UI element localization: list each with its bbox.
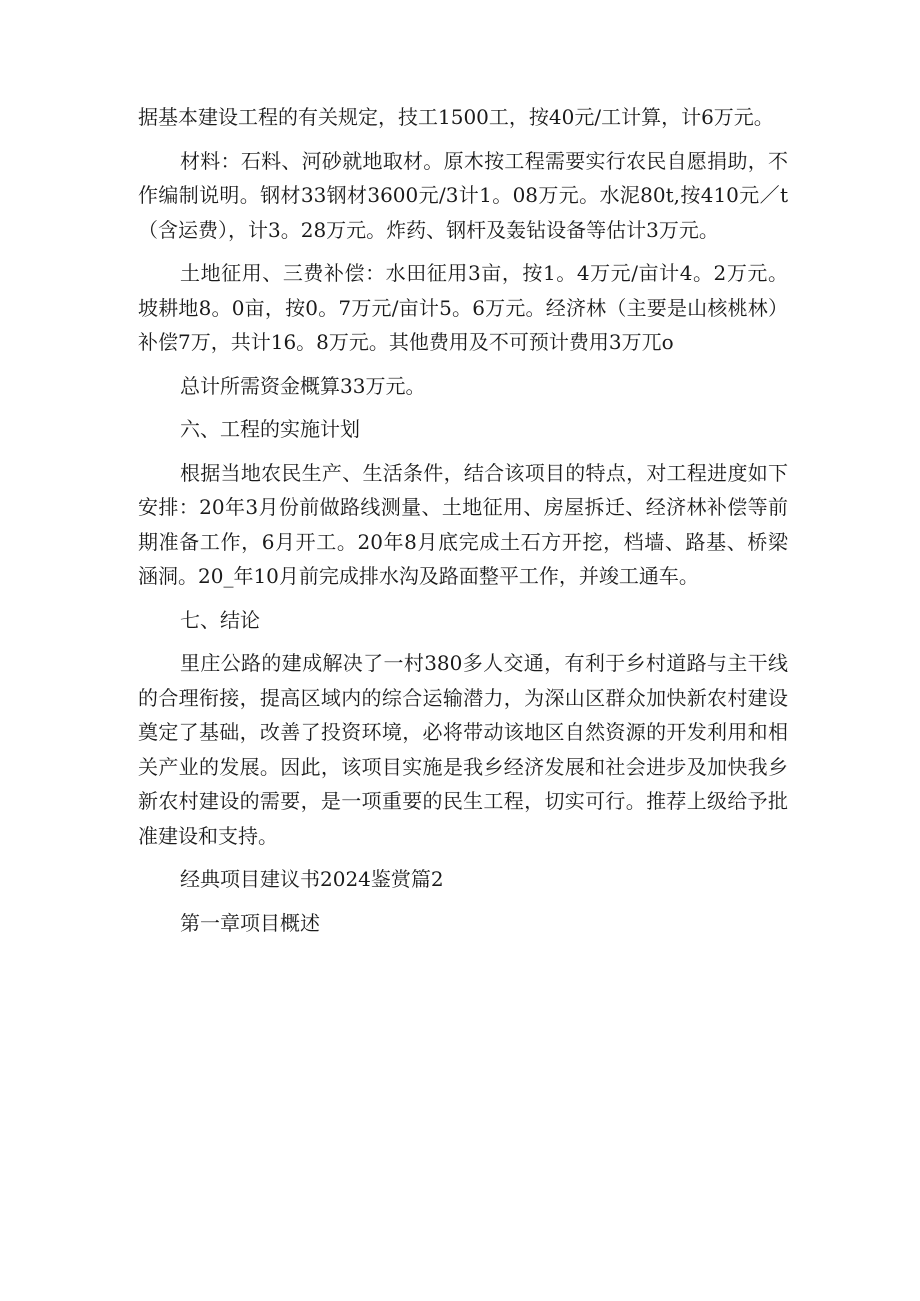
paragraph-land-compensation: 土地征用、三费补偿：水田征用3亩，按1。4万元/亩计4。2万元。坡耕地8。0亩，按0。7万元/亩计5。6万元。经济林（主要是山核桃林）补偿7万，共计16。8万元。其他费用及不可预计费用3万兀o bbox=[138, 261, 788, 354]
paragraph-materials: 材料：石料、河砂就地取材。原木按工程需要实行农民自愿捐助，不作编制说明。钢材33钢材3600元/3计1。08万元。水泥80t,按410元／t（含运费），计3。28万元。炸药、钢杆及轰钻设备等估计3万元。 bbox=[138, 148, 788, 242]
paragraph-total-budget: 总计所需资金概算33万元。 bbox=[180, 373, 426, 398]
paragraph-conclusion: 里庄公路的建成解决了一村380多人交通，有利于乡村道路与主干线的合理衔接，提高区域内的综合运输潜力，为深山区群众加快新农村建设奠定了基础，改善了投资环境，必将带动该地区自然资源的开发利用和相关产业的发展。因此，该项目实施是我乡经济发展和社会进步及加快我乡新农村建设的需要，是一项重要的民生工程，切实可行。推荐上级给予批准建设和支持。 bbox=[138, 651, 788, 848]
section-heading-conclusion: 七、结论 bbox=[180, 607, 260, 632]
section-heading-implementation: 六、工程的实施计划 bbox=[180, 417, 360, 441]
document-body bbox=[138, 100, 788, 949]
chapter-title: 第一章项目概述 bbox=[180, 910, 320, 935]
paragraph-labor-cost: 据基本建设工程的有关规定，技工1500工，按40元/工计算，计6万元。 bbox=[138, 105, 774, 129]
paragraph-implementation-plan: 根据当地农民生产、生活条件，结合该项目的特点，对工程进度如下安排：20年3月份前做路线测量、土地征用、房屋拆迁、经济林补偿等前期准备工作，6月开工。20年8月底完成土石方开挖，档墙、路基、桥梁涵洞。20_年10月前完成排水沟及路面整平工作，并竣工通车。 bbox=[138, 460, 788, 588]
next-article-title: 经典项目建议书2024鉴赏篇2 bbox=[180, 867, 444, 891]
